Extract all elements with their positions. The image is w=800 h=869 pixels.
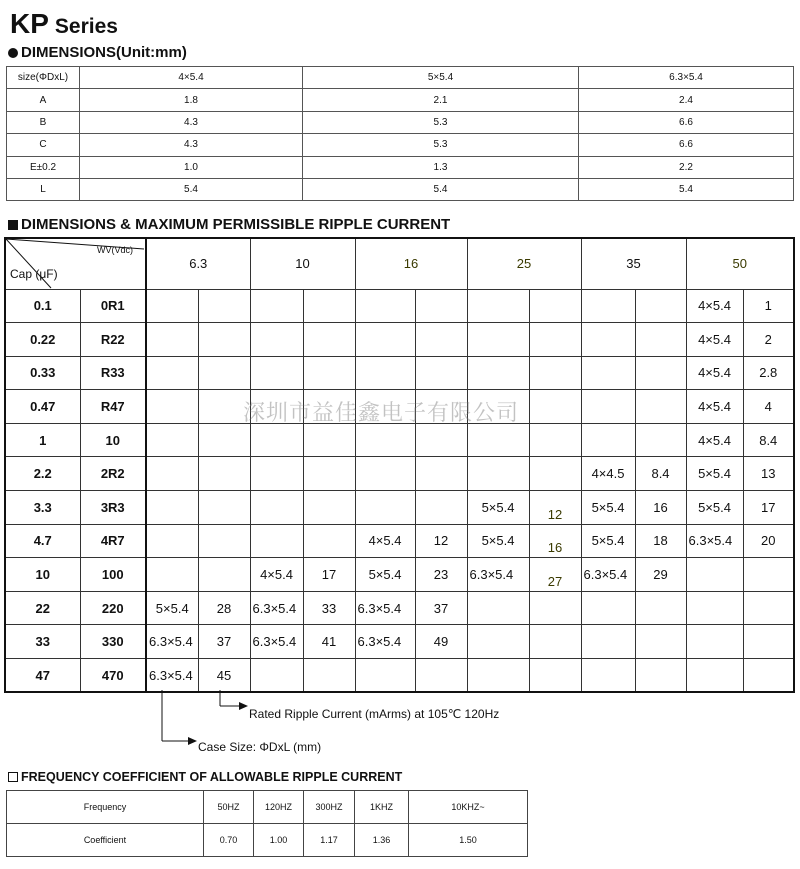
frequency-cell: 50HZ — [204, 791, 254, 824]
case-size-cell: 6.3×5.4 — [467, 558, 529, 592]
dim-row-label: B — [7, 111, 80, 133]
dim-cell: 5.3 — [303, 111, 579, 133]
code-cell: 2R2 — [80, 457, 146, 491]
case-size-cell: 6.3×5.4 — [686, 524, 743, 558]
ripple-current-cell: 49 — [415, 625, 467, 659]
coefficient-cell: 0.70 — [204, 824, 254, 857]
title-kp: KP — [10, 8, 49, 39]
ripple-current-cell: 45 — [198, 659, 250, 693]
code-cell: 0R1 — [80, 289, 146, 323]
code-cell: 100 — [80, 558, 146, 592]
ripple-current-cell: 2 — [743, 323, 794, 357]
capacitance-cell: 0.47 — [5, 390, 80, 424]
case-size-cell: 4×5.4 — [686, 423, 743, 457]
dim-cell: 6.6 — [579, 111, 794, 133]
case-size-cell: 4×4.5 — [581, 457, 635, 491]
case-size-cell: 5×5.4 — [355, 558, 415, 592]
dim-header-cell: size(ΦDxL) — [7, 67, 80, 89]
voltage-header-10: 10 — [250, 238, 355, 289]
watermark-text: 深圳市益佳鑫电子有限公司 — [243, 400, 520, 425]
case-size-cell: 6.3×5.4 — [146, 659, 198, 693]
case-size-cell: 6.3×5.4 — [250, 625, 303, 659]
ripple-current-cell: 29 — [635, 558, 686, 592]
case-size-cell: 6.3×5.4 — [355, 591, 415, 625]
case-size-cell: 4×5.4 — [686, 323, 743, 357]
case-size-cell: 5×5.4 — [686, 457, 743, 491]
capacitance-cell: 22 — [5, 591, 80, 625]
case-size-cell: 4×5.4 — [355, 524, 415, 558]
code-cell: 4R7 — [80, 524, 146, 558]
ripple-current-cell: 8.4 — [635, 457, 686, 491]
ripple-heading-text: DIMENSIONS & MAXIMUM PERMISSIBLE RIPPLE CURRENT — [21, 216, 451, 233]
ripple-current-cell: 17 — [303, 558, 355, 592]
capacitance-cell: 0.22 — [5, 323, 80, 357]
case-size-cell: 4×5.4 — [686, 356, 743, 390]
dim-cell: 1.0 — [80, 156, 303, 178]
code-cell: 220 — [80, 591, 146, 625]
case-size-cell: 5×5.4 — [581, 491, 635, 525]
voltage-header-35: 35 — [581, 238, 686, 289]
ripple-current-cell: 12 — [415, 524, 467, 558]
dim-header-cell: 6.3×5.4 — [579, 67, 794, 89]
capacitance-cell: 47 — [5, 659, 80, 693]
case-size-cell: 5×5.4 — [581, 524, 635, 558]
capacitance-cell: 10 — [5, 558, 80, 592]
case-size-cell: 5×5.4 — [686, 491, 743, 525]
dim-cell: 1.3 — [303, 156, 579, 178]
code-cell: 3R3 — [80, 491, 146, 525]
code-cell: R22 — [80, 323, 146, 357]
dim-row-label: C — [7, 134, 80, 156]
case-size-cell: 4×5.4 — [686, 289, 743, 323]
frequency-cell: 300HZ — [304, 791, 355, 824]
dim-row-label: E±0.2 — [7, 156, 80, 178]
ripple-current-cell: 37 — [415, 591, 467, 625]
dim-cell: 6.6 — [579, 134, 794, 156]
dim-cell: 2.2 — [579, 156, 794, 178]
capacitance-cell: 2.2 — [5, 457, 80, 491]
ripple-current-cell: 20 — [743, 524, 794, 558]
frequency-row — [7, 791, 528, 824]
voltage-header-16: 16 — [355, 238, 467, 289]
case-size-cell: 6.3×5.4 — [355, 625, 415, 659]
ripple-current-cell: 18 — [635, 524, 686, 558]
frequency-label: Frequency — [7, 791, 204, 824]
coefficient-cell: 1.50 — [409, 824, 528, 857]
capacitance-cell: 0.33 — [5, 356, 80, 390]
capacitance-cell: 33 — [5, 625, 80, 659]
dim-cell: 5.4 — [80, 178, 303, 200]
frequency-heading — [8, 770, 402, 784]
dim-cell: 2.1 — [303, 89, 579, 111]
dim-row-label: L — [7, 178, 80, 200]
ripple-current-cell: 27 — [529, 558, 581, 592]
case-size-cell: 6.3×5.4 — [146, 625, 198, 659]
voltage-header-50: 50 — [686, 238, 794, 289]
case-size-cell: 4×5.4 — [250, 558, 303, 592]
capacitance-cell: 4.7 — [5, 524, 80, 558]
corner-wv-label: WV(Vdc) — [97, 245, 133, 255]
code-cell: 470 — [80, 659, 146, 693]
dim-header-cell: 4×5.4 — [80, 67, 303, 89]
ripple-current-cell: 16 — [529, 524, 581, 558]
frequency-cell: 10KHZ~ — [409, 791, 528, 824]
dim-cell: 2.4 — [579, 89, 794, 111]
ripple-current-cell: 8.4 — [743, 423, 794, 457]
ripple-current-cell: 4 — [743, 390, 794, 424]
dim-row-label: A — [7, 89, 80, 111]
ripple-current-cell: 28 — [198, 591, 250, 625]
ripple-current-cell: 33 — [303, 591, 355, 625]
voltage-header-25: 25 — [467, 238, 581, 289]
ripple-current-cell: 13 — [743, 457, 794, 491]
capacitance-cell: 0.1 — [5, 289, 80, 323]
ripple-current-cell: 23 — [415, 558, 467, 592]
case-size-cell: 4×5.4 — [686, 390, 743, 424]
case-size-cell: 6.3×5.4 — [581, 558, 635, 592]
ripple-current-cell: 12 — [529, 491, 581, 525]
bullet-square-outline-icon — [8, 772, 18, 782]
frequency-cell: 120HZ — [254, 791, 304, 824]
title-series: Series — [54, 15, 118, 38]
arrow-ripple-icon — [239, 702, 248, 710]
capacitance-cell: 3.3 — [5, 491, 80, 525]
case-size-cell: 5×5.4 — [467, 491, 529, 525]
arrow-case-icon — [188, 737, 197, 745]
dim-cell: 1.8 — [80, 89, 303, 111]
coefficient-cell: 1.00 — [254, 824, 304, 857]
coefficient-label: Coefficient — [7, 824, 204, 857]
ripple-current-cell: 16 — [635, 491, 686, 525]
dimensions-heading-text: DIMENSIONS(Unit:mm) — [21, 44, 187, 61]
coefficient-row — [7, 824, 528, 857]
case-size-cell: 5×5.4 — [146, 591, 198, 625]
frequency-cell: 1KHZ — [355, 791, 409, 824]
dim-cell: 5.4 — [579, 178, 794, 200]
frequency-table — [6, 790, 528, 857]
dim-cell: 5.4 — [303, 178, 579, 200]
ripple-current-cell: 37 — [198, 625, 250, 659]
ripple-current-cell: 1 — [743, 289, 794, 323]
coefficient-cell: 1.17 — [304, 824, 355, 857]
code-cell: R33 — [80, 356, 146, 390]
code-cell: 330 — [80, 625, 146, 659]
case-size-note: Case Size: ΦDxL (mm) — [198, 740, 322, 754]
code-cell: 10 — [80, 423, 146, 457]
code-cell: R47 — [80, 390, 146, 424]
dim-cell: 5.3 — [303, 134, 579, 156]
ripple-current-cell: 41 — [303, 625, 355, 659]
case-size-cell: 6.3×5.4 — [250, 591, 303, 625]
voltage-header-6.3: 6.3 — [146, 238, 250, 289]
dim-header-cell: 5×5.4 — [303, 67, 579, 89]
ripple-current-note: Rated Ripple Current (mArms) at 105℃ 120Hz — [249, 707, 500, 721]
coefficient-cell: 1.36 — [355, 824, 409, 857]
ripple-current-cell: 17 — [743, 491, 794, 525]
corner-cap-label: Cap (μF) — [10, 266, 58, 281]
frequency-heading-text: FREQUENCY COEFFICIENT OF ALLOWABLE RIPPLE CURRENT — [21, 770, 403, 784]
capacitance-cell: 1 — [5, 423, 80, 457]
dim-cell: 4.3 — [80, 134, 303, 156]
ripple-current-cell: 2.8 — [743, 356, 794, 390]
dim-cell: 4.3 — [80, 111, 303, 133]
case-size-cell: 5×5.4 — [467, 524, 529, 558]
